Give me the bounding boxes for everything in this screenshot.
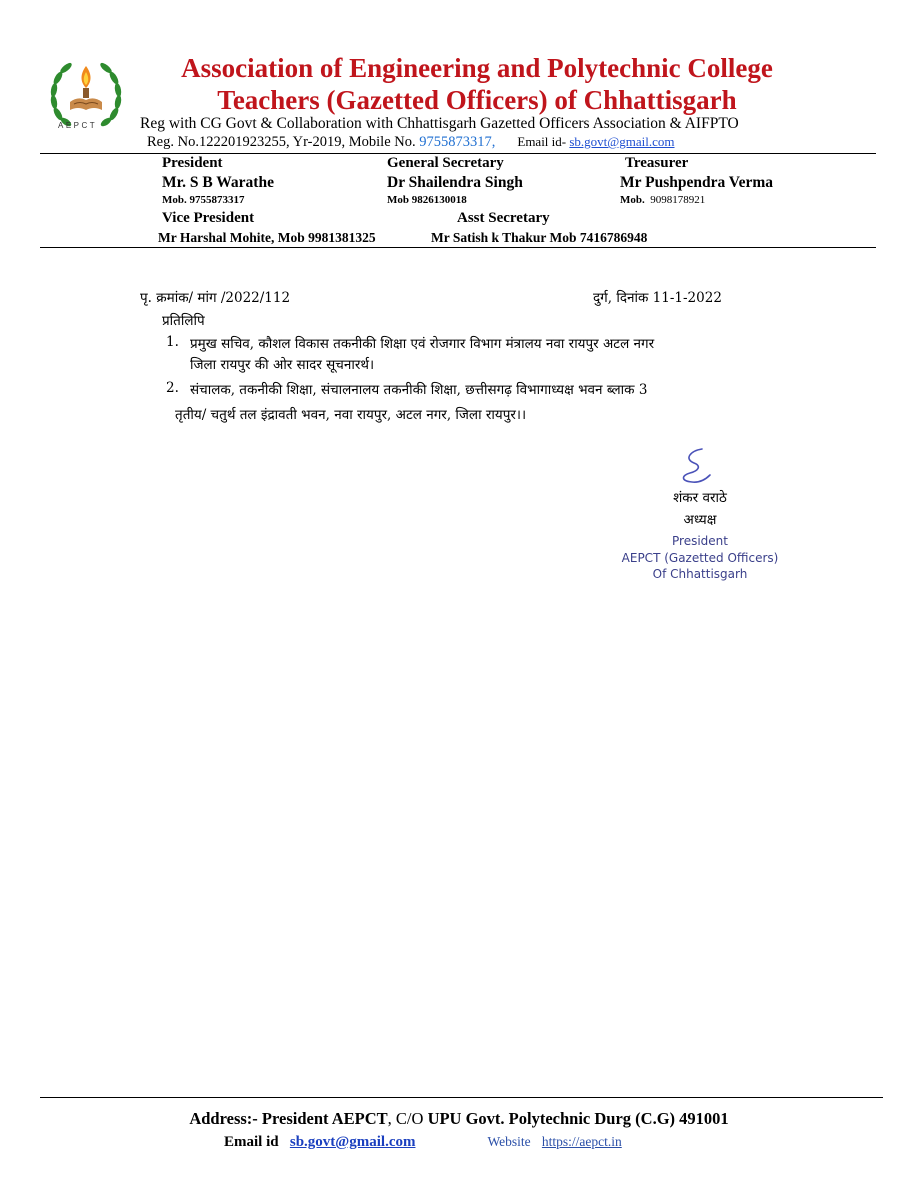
president-title: President [162,155,223,171]
treasurer-mobile-label: Mob. [620,194,645,206]
footer-contact [224,1134,622,1151]
president-mobile: Mob. 9755873317 [162,194,245,206]
logo-caption: AEPCT [58,121,98,130]
reg-no-line [147,134,675,151]
footer-address-co: , C/O [387,1109,428,1128]
signatory-designation: अध्यक्ष [683,512,717,528]
header-divider-bottom [40,247,876,248]
copy-heading: प्रतिलिपि [162,313,205,329]
reg-no-text: Reg. No.122201923255, Yr-2019, Mobile No. [147,134,420,150]
place-date: दुर्ग, दिनांक 11-1-2022 [593,290,722,306]
footer-address-prefix: Address:- President AEPCT [189,1109,388,1128]
footer-address [0,1109,918,1129]
copy-item-line: तृतीय/ चतुर्थ तल इंद्रावती भवन, नवा रायपुर, अटल नगर, जिला रायपुर।। [175,407,527,423]
org-title-line1: Association of Engineering and Polytechnic College [181,53,773,83]
stamp-line: AEPCT (Gazetted Officers) [621,551,779,565]
reference-number: पृ. क्रमांक/ मांग /2022/112 [140,290,291,306]
treasurer-title: Treasurer [625,155,689,171]
header-email-link[interactable]: sb.govt@gmail.com [569,134,675,149]
general-secretary-mobile: Mob 9826130018 [387,194,467,206]
signature-scribble [672,445,718,485]
general-secretary-name: Dr Shailendra Singh [387,174,523,191]
vice-president-title: Vice President [162,210,255,226]
treasurer-mobile: 9098178921 [650,194,706,206]
footer-divider [40,1097,883,1098]
vice-president-name-mobile: Mr Harshal Mohite, Mob 9981381325 [158,230,376,245]
footer-website-label: Website [487,1134,531,1149]
copy-item-line: जिला रायपुर की ओर सादर सूचनारर्थ। [190,357,375,373]
footer-website-link[interactable]: https://aepct.in [541,1134,622,1149]
header-divider-top [40,153,876,154]
president-name: Mr. S B Warathe [162,174,274,191]
stamp-line: President [672,534,728,548]
footer-email-link[interactable]: sb.govt@gmail.com [289,1134,416,1150]
registration-line: Reg with CG Govt & Collaboration with Chhattisgarh Gazetted Officers Association & AIFPTO [140,115,739,132]
header-email-label: Email id- [517,134,570,149]
asst-secretary-title: Asst Secretary [457,210,550,226]
org-title-line2: Teachers (Gazetted Officers) of Chhattisgarh [217,85,737,115]
footer-email-label: Email id [224,1134,279,1150]
header-mobile: 9755873317, [419,134,496,150]
copy-item-number: 1. [166,334,179,350]
treasurer-mobile-line [620,194,705,206]
general-secretary-title: General Secretary [387,155,504,171]
footer-address-rest: UPU Govt. Polytechnic Durg (C.G) 491001 [427,1109,729,1128]
signatory-name: शंकर वराठे [673,490,727,506]
asst-secretary-name-mobile: Mr Satish k Thakur Mob 7416786948 [431,230,648,245]
treasurer-name: Mr Pushpendra Verma [620,174,774,191]
copy-item-line: संचालक, तकनीकी शिक्षा, संचालनालय तकनीकी शिक्षा, छत्तीसगढ़ विभागाध्यक्ष भवन ब्लाक 3 [190,382,648,398]
copy-item-number: 2. [166,380,179,396]
stamp-line: Of Chhattisgarh [652,567,748,581]
copy-item-line: प्रमुख सचिव, कौशल विकास तकनीकी शिक्षा एवं रोजगार विभाग मंत्रालय नवा रायपुर अटल नगर [190,336,655,352]
